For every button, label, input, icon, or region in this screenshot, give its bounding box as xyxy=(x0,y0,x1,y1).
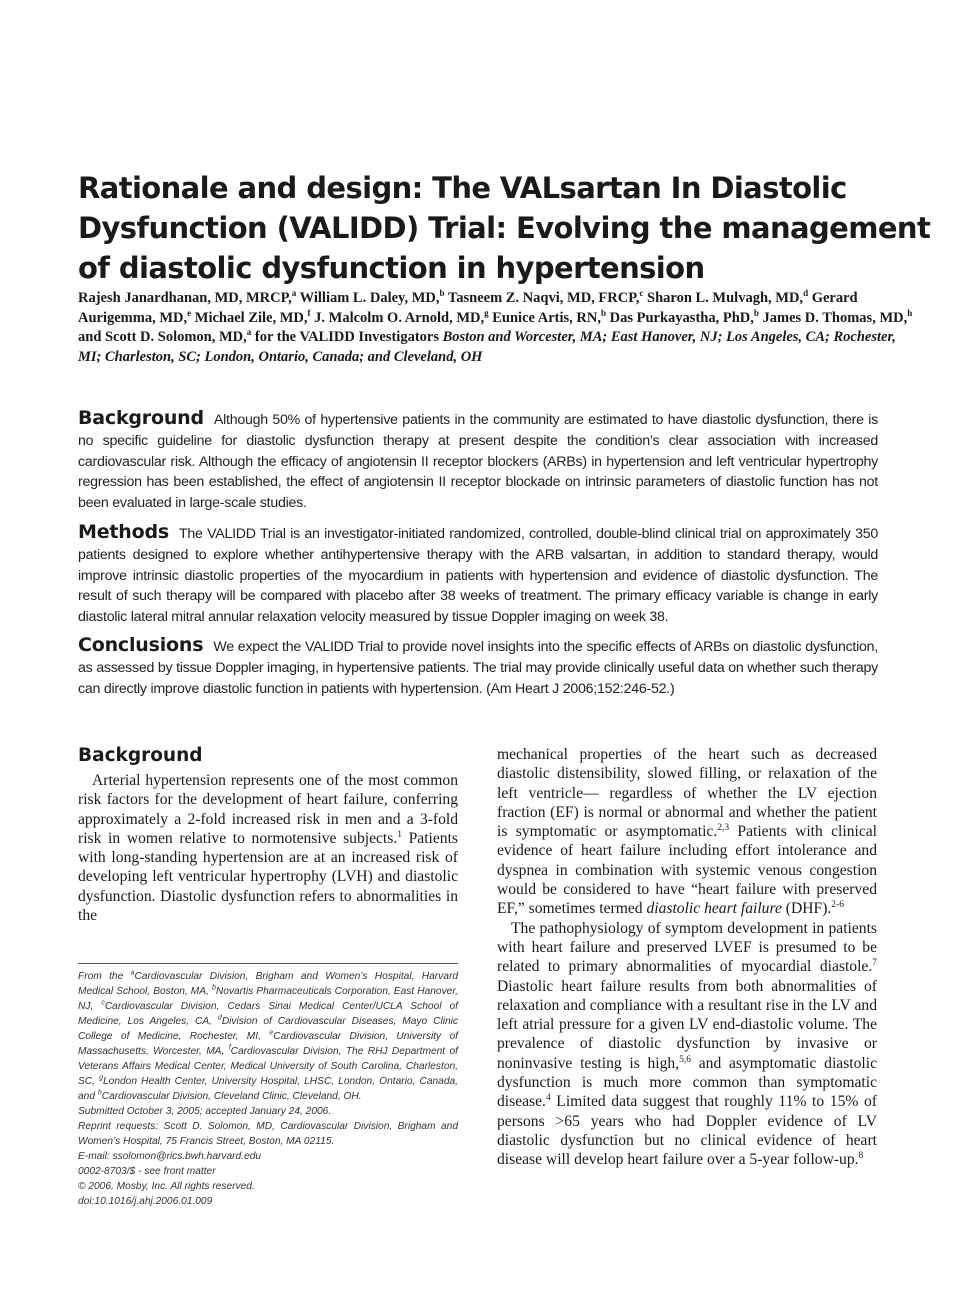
paragraph-text: Diastolic heart failure results from both abnormalities of relaxation and compliance with a resultant rise in the LV and left atrial pressure for a given LV end-diastolic volume. The prevalence of diastolic dysfunction by invasive or noninvasive testing is high, xyxy=(497,977,877,1072)
footnote-text: Novartis Pharmaceuticals Corporation, East Hanover, NJ, xyxy=(78,986,458,1012)
affiliation-mark: a xyxy=(130,969,135,977)
affiliation-mark: e xyxy=(187,307,192,318)
footnote-copyright: © 2006, Mosby, Inc. All rights reserved. xyxy=(78,1181,255,1192)
abstract-background-text: Although 50% of hypertensive patients in the community are estimated to have diastolic dysfunction, there is no specific guideline for diastolic dysfunction therapy at present despite the condition’s clear association with increased cardiovascular risk. Although the efficacy of angiotensin II receptor blockers (ARBs) in hypertension and left ventricular hypertrophy regression has been established, the effect of angiotensin II receptor blockade on intrinsic parameters of diastolic function has not been evaluated in large-scale studies. xyxy=(78,412,878,512)
author-list xyxy=(78,289,918,367)
footnote-text: Cardiovascular Division, The RHJ Department of Veterans Affairs Medical Center, Medical University of South Carolina, Charleston, SC, xyxy=(78,1046,459,1087)
citation-link[interactable]: 2,3 xyxy=(717,823,730,833)
abstract-conclusions-heading: Conclusions xyxy=(78,634,204,656)
footnote-doi[interactable]: doi:10.1016/j.ahj.2006.01.009 xyxy=(78,1196,213,1207)
affiliation-mark: b xyxy=(211,984,216,992)
affiliation-mark: f xyxy=(307,307,311,318)
article-title xyxy=(78,168,931,288)
footnote-submitted: Submitted October 3, 2005; accepted January 24, 2006. xyxy=(78,1106,332,1117)
footnote-affiliations xyxy=(78,969,458,1104)
author: Das Purkayastha, PhD, xyxy=(606,309,754,326)
citation-link[interactable]: 4 xyxy=(545,1093,551,1104)
paragraph-text: Limited data suggest that roughly 11% to 15% of persons >65 years who had Doppler evidence of LV diastolic dysfunction but no clinical evidence of heart disease will develop heart failure over a 5-year follow-up. xyxy=(497,1093,877,1169)
footnote-text: Cardiovascular Division, Cleveland Clinic, Cleveland, OH. xyxy=(101,1091,362,1102)
paragraph xyxy=(497,745,877,919)
footnote-text: Cardiovascular Division, University of Massachusetts, Worcester, MA, xyxy=(78,1031,458,1057)
affiliation-mark: g xyxy=(484,307,489,318)
paragraph-text: mechanical properties of the heart such as decreased diastolic distensibility, slowed filling, or relaxation of the left ventricle— regardless of whether the LV ejection fraction (EF) is normal or abnormal and whether the patient is symptomatic or asymptomatic. xyxy=(497,746,877,841)
abstract-background-heading: Background xyxy=(78,407,204,429)
author: Gerard Aurigemma, MD, xyxy=(78,290,858,326)
title-line-1: Rationale and design: The VALsartan In Diastolic xyxy=(78,171,847,205)
author: and Scott D. Solomon, MD, xyxy=(78,329,247,345)
paragraph-text: The pathophysiology of symptom development in patients with heart failure and preserved LVEF is presumed to be related to primary abnormalities of myocardial diastole. xyxy=(497,919,877,976)
citation-link[interactable]: 7 xyxy=(872,958,877,969)
paragraph xyxy=(78,771,458,925)
affiliation-mark: b xyxy=(439,288,445,299)
abstract-conclusions-text: We expect the VALIDD Trial to provide novel insights into the specific effects of ARBs on diastolic dysfunction, as assessed by tissue Doppler imaging, in hypertensive patients. The trial may provide clinically useful data on whether such therapy can directly improve diastolic function in patients with hypertension. (Am Heart J 2006;152:246-52.) xyxy=(78,639,878,697)
citation-link[interactable]: 5,6 xyxy=(679,1054,691,1065)
affiliation-mark: h xyxy=(907,307,913,318)
footnote-text: From the xyxy=(78,971,131,982)
affiliation-mark: d xyxy=(803,288,809,299)
abstract-methods xyxy=(78,522,878,628)
author: Rajesh Janardhanan, MD, MRCP, xyxy=(78,290,292,306)
section-heading-background: Background xyxy=(78,745,203,766)
author-locations: Boston and Worcester, MA; East Hanover, NJ; Los Angeles, CA; Rochester, MI; Charleston, SC; London, Ontario, Canada; and Cleveland, OH xyxy=(78,329,896,365)
footnote-text: London Health Center, University Hospital, LHSC, London, Ontario, Canada, and xyxy=(78,1076,458,1102)
footnote-text: Division of Cardiovascular Diseases, Mayo Clinic College of Medicine, Rochester, MI, xyxy=(78,1016,458,1042)
affiliation-mark: a xyxy=(291,288,297,299)
author: Tasneem Z. Naqvi, MD, FRCP, xyxy=(444,290,640,306)
abstract-conclusions xyxy=(78,635,878,699)
title-line-3: of diastolic dysfunction in hypertension xyxy=(78,251,705,285)
body-column-left xyxy=(78,771,458,925)
body-column-right xyxy=(497,745,877,1170)
author: Michael Zile, MD, xyxy=(191,309,308,326)
citation-link[interactable]: 1 xyxy=(397,829,402,840)
affiliation-mark: f xyxy=(228,1044,231,1052)
citation-link[interactable]: 8 xyxy=(858,1151,864,1162)
paragraph xyxy=(497,919,877,1170)
affiliation-mark: h xyxy=(97,1089,102,1097)
author: James D. Thomas, MD, xyxy=(758,309,908,326)
affiliation-mark: g xyxy=(99,1074,103,1082)
affiliation-mark: c xyxy=(639,288,644,299)
footnote-divider xyxy=(78,963,458,964)
affiliation-mark: b xyxy=(753,307,759,318)
paragraph-text: Patients with long-standing hypertension are at an increased risk of developing left ventricular hypertrophy (LVH) and diastolic dysfunction. Diastolic dysfunction refers to abnormalities in the xyxy=(78,829,458,925)
citation-link[interactable]: 2-6 xyxy=(831,900,844,911)
affiliation-mark: c xyxy=(101,999,105,1007)
abstract-background xyxy=(78,408,878,514)
footnote-reprint: Reprint requests: Scott D. Solomon, MD, Cardiovascular Division, Brigham and Women’s Hospital, 75 Francis Street, Boston, MA 02115. xyxy=(78,1121,458,1147)
title-line-2: Dysfunction (VALIDD) Trial: Evolving the management xyxy=(78,211,931,245)
affiliation-mark: b xyxy=(601,307,607,318)
investigator-group: for the VALIDD Investigators xyxy=(251,329,443,345)
footnote-issn: 0002-8703/$ - see front matter xyxy=(78,1166,216,1177)
author: William L. Daley, MD, xyxy=(296,290,440,306)
abstract-methods-text: The VALIDD Trial is an investigator-initiated randomized, controlled, double-blind clinical trial on approximately 350 patients designed to explore whether antihypertensive therapy with the ARB valsartan, in addition to standard therapy, would improve intrinsic diastolic properties of the myocardium in patients with hypertension and evidence of diastolic dysfunction. The result of such therapy will be compared with placebo after 38 weeks of treatment. The primary efficacy variable is change in early diastolic lateral mitral annular relaxation velocity measured by tissue Doppler imaging on week 38. xyxy=(78,526,878,626)
affiliation-mark: d xyxy=(217,1014,222,1022)
abstract-methods-heading: Methods xyxy=(78,521,169,543)
footnote-email[interactable]: E-mail: ssolomon@rics.bwh.harvard.edu xyxy=(78,1151,262,1162)
affiliation-mark: e xyxy=(269,1029,274,1037)
affiliation-mark: a xyxy=(246,327,252,338)
paragraph-text: Patients with clinical evidence of heart failure including effort intolerance and dyspnea in combination with systemic venous congestion would be considered to have “heart failure with preserved EF,” sometimes termed xyxy=(497,823,877,918)
author: Eunice Artis, RN, xyxy=(488,309,601,326)
paragraph-text: and asymptomatic diastolic dysfunction is much more common than symptomatic disease. xyxy=(497,1054,877,1111)
footnotes xyxy=(78,969,458,1209)
author: Sharon L. Mulvagh, MD, xyxy=(643,290,804,306)
footnote-text: Cardiovascular Division, Cedars Sinai Medical Center/UCLA School of Medicine, Los Angeles, CA, xyxy=(78,1001,458,1027)
paragraph-text: Arterial hypertension represents one of the most common risk factors for the development of heart failure, conferring approximately a 2-fold increased risk in men and a 3-fold risk in women relative to normotensive subjects. xyxy=(78,772,458,847)
italic-term: diastolic heart failure xyxy=(646,900,782,918)
author: J. Malcolm O. Arnold, MD, xyxy=(310,309,485,326)
footnote-text: Cardiovascular Division, Brigham and Women’s Hospital, Harvard Medical School, Boston, MA, xyxy=(78,971,458,997)
paragraph-text: (DHF). xyxy=(781,900,832,918)
